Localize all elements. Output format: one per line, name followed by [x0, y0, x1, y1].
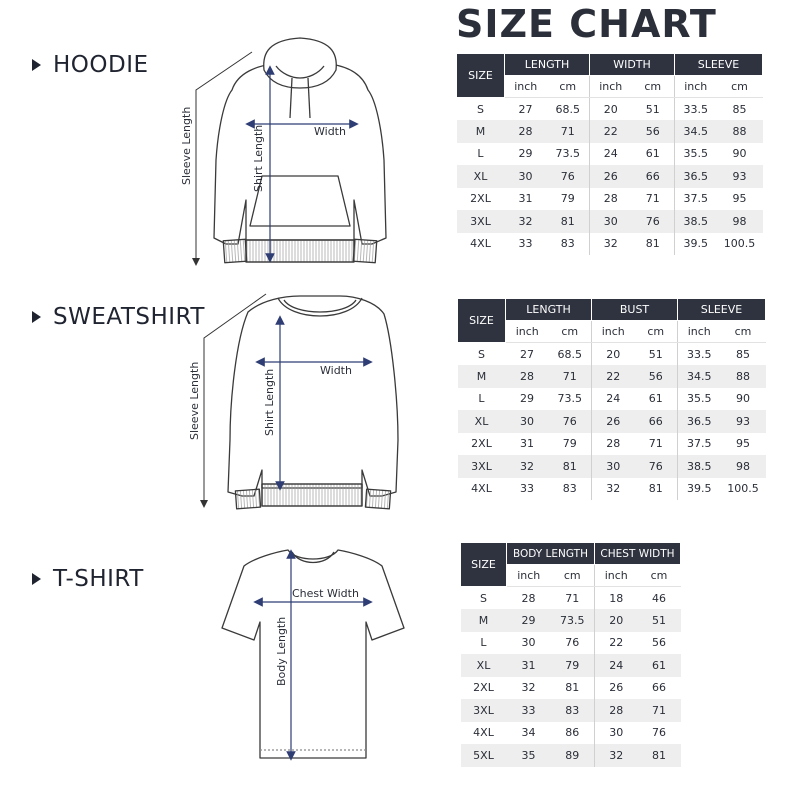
value-cell: 35.5 [675, 143, 717, 166]
value-cell: 30 [590, 210, 632, 233]
table-row [457, 120, 763, 143]
size-cell: 3XL [458, 455, 506, 478]
value-cell: 83 [551, 699, 595, 722]
sweatshirt-drawing [228, 296, 398, 509]
value-cell: 24 [595, 654, 638, 677]
value-cell: 27 [505, 98, 547, 121]
unit-header: inch [505, 76, 547, 98]
table-row [461, 587, 681, 610]
value-cell: 51 [638, 609, 681, 632]
table-row [461, 744, 681, 767]
unit-header: inch [592, 321, 635, 343]
hoodie-shirt-length-label: Shirt Length [252, 124, 265, 192]
value-cell: 61 [635, 388, 678, 411]
size-cell: 3XL [461, 699, 507, 722]
value-cell: 22 [595, 632, 638, 655]
size-cell: 4XL [461, 722, 507, 745]
unit-header: cm [638, 565, 681, 587]
value-cell: 31 [506, 433, 549, 456]
table-row [461, 699, 681, 722]
value-cell: 28 [506, 365, 549, 388]
size-cell: S [458, 343, 506, 366]
value-cell: 32 [595, 744, 638, 767]
size-cell: M [457, 120, 505, 143]
value-cell: 81 [551, 677, 595, 700]
value-cell: 56 [638, 632, 681, 655]
value-cell: 34.5 [675, 120, 717, 143]
value-cell: 81 [549, 455, 592, 478]
value-cell: 26 [592, 410, 635, 433]
table-row [458, 343, 766, 366]
table-row [461, 677, 681, 700]
value-cell: 46 [638, 587, 681, 610]
value-cell: 61 [638, 654, 681, 677]
value-cell: 39.5 [675, 233, 717, 256]
table-row [458, 365, 766, 388]
value-cell: 79 [549, 433, 592, 456]
value-cell: 66 [638, 677, 681, 700]
value-cell: 30 [505, 165, 547, 188]
value-cell: 79 [551, 654, 595, 677]
value-cell: 34 [507, 722, 551, 745]
unit-header: inch [678, 321, 721, 343]
value-cell: 22 [590, 120, 632, 143]
value-cell: 34.5 [678, 365, 721, 388]
size-cell: S [461, 587, 507, 610]
value-cell: 81 [635, 478, 678, 501]
value-cell: 68.5 [549, 343, 592, 366]
unit-header: inch [595, 565, 638, 587]
value-cell: 98 [721, 455, 766, 478]
tshirt-drawing [222, 550, 404, 758]
size-cell: S [457, 98, 505, 121]
size-cell: XL [457, 165, 505, 188]
table-row [457, 233, 763, 256]
value-cell: 90 [721, 388, 766, 411]
unit-header: cm [717, 76, 763, 98]
group-header: BUST [592, 299, 678, 321]
value-cell: 26 [595, 677, 638, 700]
size-cell: M [461, 609, 507, 632]
value-cell: 32 [590, 233, 632, 256]
group-header: LENGTH [506, 299, 592, 321]
size-cell: XL [461, 654, 507, 677]
value-cell: 71 [551, 587, 595, 610]
page-title: SIZE CHART [456, 2, 717, 46]
hoodie-label: HOODIE [53, 52, 149, 78]
value-cell: 83 [547, 233, 590, 256]
value-cell: 38.5 [678, 455, 721, 478]
value-cell: 38.5 [675, 210, 717, 233]
unit-header: cm [547, 76, 590, 98]
unit-header: inch [507, 565, 551, 587]
table-row [458, 433, 766, 456]
value-cell: 28 [507, 587, 551, 610]
value-cell: 39.5 [678, 478, 721, 501]
value-cell: 20 [592, 343, 635, 366]
value-cell: 37.5 [678, 433, 721, 456]
value-cell: 20 [590, 98, 632, 121]
table-row [457, 143, 763, 166]
value-cell: 71 [547, 120, 590, 143]
value-cell: 30 [595, 722, 638, 745]
unit-header: cm [551, 565, 595, 587]
table-row [457, 165, 763, 188]
value-cell: 37.5 [675, 188, 717, 211]
size-cell: L [458, 388, 506, 411]
size-cell: 3XL [457, 210, 505, 233]
sweatshirt-shirt-length-label: Shirt Length [263, 368, 276, 436]
value-cell: 85 [717, 98, 763, 121]
unit-header: inch [506, 321, 549, 343]
value-cell: 95 [717, 188, 763, 211]
value-cell: 100.5 [721, 478, 766, 501]
table-row [458, 410, 766, 433]
table-row [461, 654, 681, 677]
value-cell: 32 [592, 478, 635, 501]
value-cell: 22 [592, 365, 635, 388]
value-cell: 71 [632, 188, 675, 211]
unit-header: inch [590, 76, 632, 98]
value-cell: 31 [507, 654, 551, 677]
table-row [457, 188, 763, 211]
unit-header: inch [675, 76, 717, 98]
value-cell: 79 [547, 188, 590, 211]
group-header: WIDTH [590, 54, 675, 76]
table-row [461, 722, 681, 745]
sweatshirt-sleeve-length-label: Sleeve Length [188, 361, 201, 440]
hoodie-size-table [456, 53, 763, 255]
unit-header: cm [549, 321, 592, 343]
value-cell: 51 [635, 343, 678, 366]
value-cell: 71 [638, 699, 681, 722]
value-cell: 30 [592, 455, 635, 478]
value-cell: 89 [551, 744, 595, 767]
value-cell: 26 [590, 165, 632, 188]
sweatshirt-label: SWEATSHIRT [53, 304, 205, 330]
value-cell: 76 [632, 210, 675, 233]
value-cell: 33 [507, 699, 551, 722]
size-cell: M [458, 365, 506, 388]
size-cell: L [457, 143, 505, 166]
value-cell: 76 [551, 632, 595, 655]
group-header: LENGTH [505, 54, 590, 76]
group-header: CHEST WIDTH [595, 543, 681, 565]
value-cell: 35 [507, 744, 551, 767]
value-cell: 24 [590, 143, 632, 166]
tshirt-chest-width-label: Chest Width [292, 587, 359, 600]
unit-header: cm [635, 321, 678, 343]
value-cell: 100.5 [717, 233, 763, 256]
value-cell: 28 [505, 120, 547, 143]
value-cell: 24 [592, 388, 635, 411]
value-cell: 18 [595, 587, 638, 610]
value-cell: 33.5 [675, 98, 717, 121]
tshirt-body-length-label: Body Length [275, 616, 288, 686]
size-header: SIZE [458, 299, 506, 343]
value-cell: 29 [507, 609, 551, 632]
group-header: BODY LENGTH [507, 543, 595, 565]
value-cell: 95 [721, 433, 766, 456]
group-header: SLEEVE [678, 299, 766, 321]
size-cell: 2XL [461, 677, 507, 700]
size-cell: 2XL [458, 433, 506, 456]
value-cell: 36.5 [675, 165, 717, 188]
value-cell: 76 [635, 455, 678, 478]
sweatshirt-width-label: Width [320, 364, 352, 377]
size-cell: 2XL [457, 188, 505, 211]
value-cell: 98 [717, 210, 763, 233]
size-cell: 5XL [461, 744, 507, 767]
table-row [458, 455, 766, 478]
value-cell: 73.5 [551, 609, 595, 632]
table-row [461, 609, 681, 632]
size-cell: 4XL [458, 478, 506, 501]
value-cell: 61 [632, 143, 675, 166]
value-cell: 35.5 [678, 388, 721, 411]
value-cell: 86 [551, 722, 595, 745]
group-header: SLEEVE [675, 54, 763, 76]
value-cell: 76 [549, 410, 592, 433]
table-row [458, 388, 766, 411]
value-cell: 33.5 [678, 343, 721, 366]
sweatshirt-size-table [457, 298, 766, 500]
value-cell: 28 [592, 433, 635, 456]
value-cell: 32 [507, 677, 551, 700]
value-cell: 93 [717, 165, 763, 188]
value-cell: 29 [505, 143, 547, 166]
value-cell: 81 [632, 233, 675, 256]
value-cell: 66 [635, 410, 678, 433]
hoodie-width-label: Width [314, 125, 346, 138]
value-cell: 71 [549, 365, 592, 388]
tshirt-size-table [460, 542, 681, 767]
value-cell: 33 [506, 478, 549, 501]
unit-header: cm [721, 321, 766, 343]
value-cell: 66 [632, 165, 675, 188]
size-cell: 4XL [457, 233, 505, 256]
value-cell: 27 [506, 343, 549, 366]
hoodie-sleeve-length-label: Sleeve Length [180, 106, 193, 185]
value-cell: 76 [638, 722, 681, 745]
value-cell: 81 [547, 210, 590, 233]
value-cell: 81 [638, 744, 681, 767]
value-cell: 36.5 [678, 410, 721, 433]
size-cell: L [461, 632, 507, 655]
value-cell: 76 [547, 165, 590, 188]
value-cell: 85 [721, 343, 766, 366]
value-cell: 33 [505, 233, 547, 256]
value-cell: 73.5 [547, 143, 590, 166]
value-cell: 32 [505, 210, 547, 233]
value-cell: 56 [635, 365, 678, 388]
value-cell: 71 [635, 433, 678, 456]
value-cell: 83 [549, 478, 592, 501]
table-row [457, 210, 763, 233]
table-row [458, 478, 766, 501]
size-header: SIZE [457, 54, 505, 98]
value-cell: 20 [595, 609, 638, 632]
value-cell: 30 [507, 632, 551, 655]
table-row [461, 632, 681, 655]
value-cell: 30 [506, 410, 549, 433]
value-cell: 28 [590, 188, 632, 211]
value-cell: 73.5 [549, 388, 592, 411]
value-cell: 93 [721, 410, 766, 433]
hoodie-drawing [214, 38, 386, 263]
value-cell: 29 [506, 388, 549, 411]
value-cell: 88 [721, 365, 766, 388]
value-cell: 90 [717, 143, 763, 166]
value-cell: 31 [505, 188, 547, 211]
tshirt-label: T-SHIRT [53, 566, 144, 592]
value-cell: 51 [632, 98, 675, 121]
value-cell: 68.5 [547, 98, 590, 121]
size-header: SIZE [461, 543, 507, 587]
value-cell: 32 [506, 455, 549, 478]
table-row [457, 98, 763, 121]
value-cell: 56 [632, 120, 675, 143]
value-cell: 88 [717, 120, 763, 143]
value-cell: 28 [595, 699, 638, 722]
unit-header: cm [632, 76, 675, 98]
size-cell: XL [458, 410, 506, 433]
